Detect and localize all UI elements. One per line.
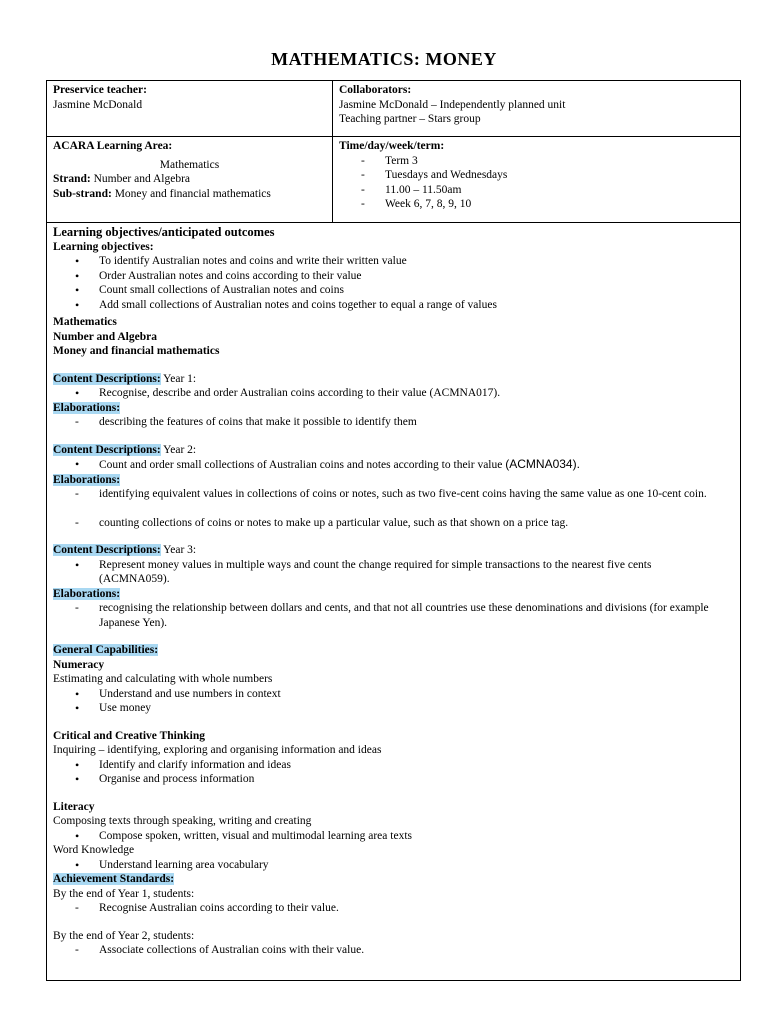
word-knowledge-heading: Word Knowledge: [53, 844, 135, 856]
substrand-line: [53, 187, 326, 202]
list-item: - Tuesdays and Wednesdays: [339, 168, 734, 183]
math-line: Mathematics: [53, 316, 117, 328]
list-item: - counting collections of coins or notes to make up a particular value, such as that shown on a price tag.: [53, 516, 734, 531]
list-item: • Compose spoken, written, visual and multimodal learning area texts: [53, 829, 734, 844]
list-item: • Order Australian notes and coins according to their value: [53, 269, 734, 284]
collaborators-cell: [333, 81, 741, 137]
math-line: Number and Algebra: [53, 330, 157, 343]
substrand-label: Sub-strand:: [53, 187, 112, 200]
list-item: • Represent money values in multiple ways and count the change required for simple transactions to the nearest five cents (ACMNA059).: [53, 558, 734, 587]
list-item: • Identify and clarify information and ideas: [53, 758, 734, 773]
acara-label: ACARA Learning Area:: [53, 140, 173, 152]
year1-block: [53, 372, 734, 430]
list-item: • Use money: [53, 701, 734, 716]
content-description-text: Count and order small collections of Australian coins and notes according to their value: [99, 459, 503, 471]
literacy-block: [53, 800, 734, 958]
strand-value: Number and Algebra: [93, 173, 191, 185]
list-item: • Organise and process information: [53, 772, 734, 787]
math-line: Money and financial mathematics: [53, 345, 220, 357]
collaborator-line: Teaching partner – Stars group: [339, 113, 481, 125]
numeracy-subheading: Estimating and calculating with whole numbers: [53, 673, 273, 685]
time-cell: [333, 137, 741, 223]
strand-line: [53, 172, 326, 187]
general-capabilities-label: General Capabilities:: [53, 644, 159, 656]
time-list: [339, 154, 734, 212]
acara-code: (ACMNA034).: [505, 457, 580, 471]
list-item: • Recognise, describe and order Australian coins according to their value (ACMNA017).: [53, 386, 734, 401]
list-item: [53, 457, 734, 473]
list-item: • Understand learning area vocabulary: [53, 858, 734, 873]
achievement-year1: By the end of Year 1, students:: [53, 887, 195, 900]
substrand-value: Money and financial mathematics: [114, 187, 271, 200]
objectives-cell: [47, 223, 741, 981]
elaborations-label: Elaborations:: [53, 587, 121, 600]
year-label: Year 1:: [163, 372, 197, 385]
acara-area: Mathematics: [159, 158, 220, 171]
year2-block: [53, 443, 734, 531]
acara-cell: [47, 137, 333, 223]
list-item: • To identify Australian notes and coins and write their written value: [53, 254, 734, 269]
page-title: MATHEMATICS: MONEY: [271, 49, 497, 69]
preservice-label: Preservice teacher:: [53, 84, 147, 96]
time-label: Time/day/week/term:: [339, 140, 445, 152]
list-item: • Add small collections of Australian notes and coins together to equal a range of values: [53, 298, 734, 313]
preservice-name: Jasmine McDonald: [53, 98, 143, 111]
objectives-list: [53, 254, 734, 312]
list-item: • Count small collections of Australian notes and coins: [53, 283, 734, 298]
list-item: - recognising the relationship between dollars and cents, and that not all countries use these denominations and divisions (for example Japanese Yen).: [53, 601, 734, 630]
objectives-heading: Learning objectives/anticipated outcomes: [53, 225, 275, 239]
year-label: Year 3:: [163, 544, 197, 556]
list-item: - Term 3: [339, 154, 734, 169]
list-item: • Understand and use numbers in context: [53, 687, 734, 702]
content-descriptions-label: Content Descriptions:: [53, 544, 161, 556]
general-capabilities-block: [53, 643, 734, 716]
elaborations-label: Elaborations:: [53, 473, 121, 486]
list-item: - Recognise Australian coins according to their value.: [53, 901, 734, 916]
objectives-subheading: Learning objectives:: [53, 240, 154, 253]
critical-thinking-block: [53, 729, 734, 787]
content-descriptions-label: Content Descriptions:: [53, 372, 161, 385]
critical-thinking-subheading: Inquiring – identifying, exploring and organising information and ideas: [53, 744, 382, 756]
list-item: - Week 6, 7, 8, 9, 10: [339, 197, 734, 212]
numeracy-heading: Numeracy: [53, 658, 105, 671]
list-item: - identifying equivalent values in collections of coins or notes, such as two five-cent coins having the same value as one 10-cent coin.: [53, 487, 734, 502]
collaborator-line: Jasmine McDonald – Independently planned unit: [339, 98, 566, 111]
elaborations-label: Elaborations:: [53, 401, 121, 414]
list-item: - 11.00 – 11.50am: [339, 183, 734, 198]
year3-block: [53, 543, 734, 630]
list-item: - describing the features of coins that make it possible to identify them: [53, 415, 734, 430]
achievement-year2: By the end of Year 2, students:: [53, 929, 195, 942]
math-block: [53, 315, 734, 359]
strand-label: Strand:: [53, 173, 91, 185]
preservice-cell: [47, 81, 333, 137]
list-item: - Associate collections of Australian coins with their value.: [53, 943, 734, 958]
literacy-subheading: Composing texts through speaking, writing and creating: [53, 815, 312, 827]
collaborators-label: Collaborators:: [339, 84, 412, 96]
literacy-heading: Literacy: [53, 800, 95, 813]
critical-thinking-heading: Critical and Creative Thinking: [53, 729, 205, 742]
content-descriptions-label: Content Descriptions:: [53, 443, 161, 456]
unit-plan-table: [46, 80, 741, 981]
year-label: Year 2:: [163, 443, 197, 456]
achievement-standards-label: Achievement Standards:: [53, 873, 175, 885]
